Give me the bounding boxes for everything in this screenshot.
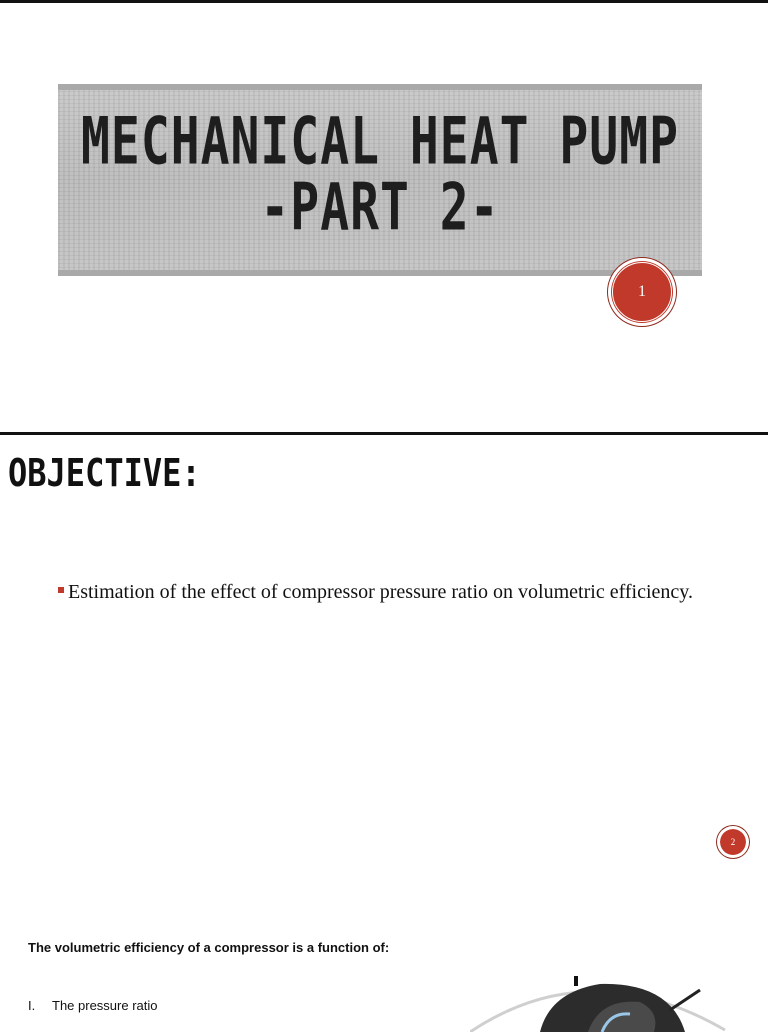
title-banner bbox=[58, 84, 702, 276]
bullet-text: Estimation of the effect of compressor pressure ratio on volumetric efficiency. bbox=[68, 581, 693, 603]
compressor-image bbox=[470, 972, 730, 1032]
bullet-square-icon bbox=[58, 587, 64, 593]
bullet-item bbox=[58, 580, 708, 604]
page-number-badge bbox=[608, 258, 676, 326]
badge-ring bbox=[719, 828, 747, 856]
page-number: 2 bbox=[730, 837, 736, 847]
section-heading: The volumetric efficiency of a compressor is a function of: bbox=[28, 940, 390, 955]
slide-title-line-2: -PART 2- bbox=[260, 170, 500, 246]
list-numeral: I. bbox=[28, 998, 36, 1013]
badge-ring bbox=[612, 262, 672, 322]
list-item-text: The pressure ratio bbox=[52, 998, 158, 1013]
slide-2 bbox=[0, 436, 768, 900]
list-item bbox=[28, 998, 158, 1013]
slide-title-line-1: MECHANICAL HEAT PUMP bbox=[81, 104, 679, 180]
page-number: 1 bbox=[638, 283, 646, 300]
slide-1 bbox=[0, 0, 768, 433]
slide-3 bbox=[0, 900, 768, 1024]
slide-separator bbox=[0, 432, 768, 435]
page-number-badge bbox=[717, 826, 749, 858]
objective-heading: OBJECTIVE: bbox=[8, 450, 201, 496]
objective-bullet-list bbox=[58, 580, 708, 604]
